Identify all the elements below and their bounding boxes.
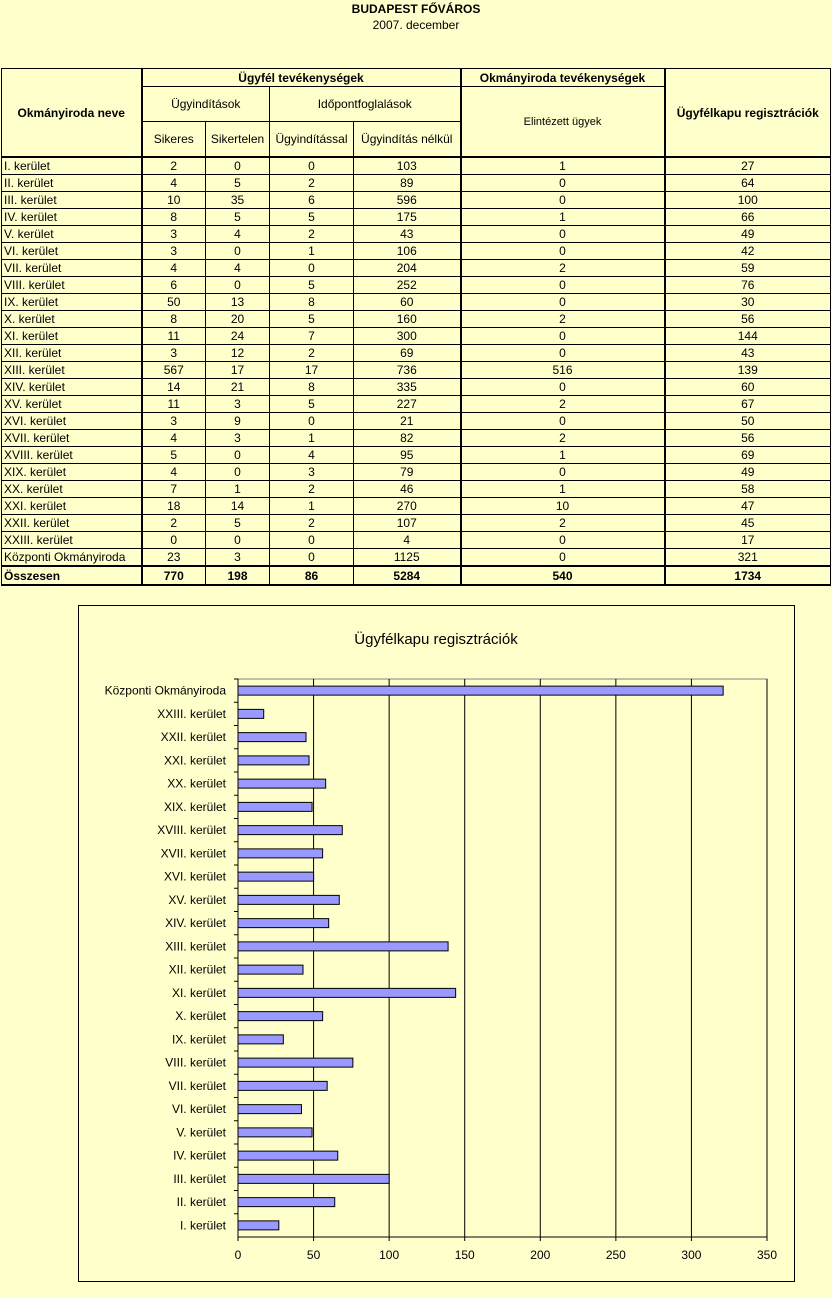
bar [238, 1151, 338, 1160]
value-cell-r: 321 [665, 549, 831, 567]
value-cell-wo: 21 [354, 413, 461, 430]
value-cell-f: 198 [206, 566, 270, 585]
value-cell-f: 3 [206, 396, 270, 413]
value-cell-f: 3 [206, 430, 270, 447]
table-row [2, 345, 831, 362]
value-cell-s: 6 [142, 277, 206, 294]
x-tick-label: 350 [756, 1248, 778, 1262]
value-cell-w: 7 [270, 328, 354, 345]
value-cell-s: 4 [142, 430, 206, 447]
value-cell-wo: 103 [354, 157, 461, 175]
y-category-label: IX. kerület [171, 1032, 226, 1047]
value-cell-e: 1 [461, 209, 665, 226]
value-cell-wo: 1125 [354, 549, 461, 567]
y-category-label: XXIII. kerület [157, 706, 226, 721]
value-cell-e: 0 [461, 345, 665, 362]
value-cell-wo: 596 [354, 192, 461, 209]
y-category-label: XVI. kerület [163, 869, 226, 884]
y-category-label: XII. kerület [168, 962, 226, 977]
table-row [2, 294, 831, 311]
office-name-cell: XII. kerület [2, 345, 142, 362]
x-tick-label: 100 [379, 1248, 400, 1262]
office-name-cell: Központi Okmányiroda [2, 549, 142, 567]
value-cell-s: 567 [142, 362, 206, 379]
value-cell-w: 5 [270, 311, 354, 328]
value-cell-e: 2 [461, 396, 665, 413]
value-cell-r: 17 [665, 532, 831, 549]
office-name-cell: XX. kerület [2, 481, 142, 498]
value-cell-wo: 79 [354, 464, 461, 481]
value-cell-w: 1 [270, 430, 354, 447]
bar [238, 1128, 312, 1137]
bar [238, 1058, 353, 1067]
value-cell-s: 23 [142, 549, 206, 567]
header-office-activities: Okmányiroda tevékenységek [461, 69, 665, 87]
value-cell-w: 2 [270, 515, 354, 532]
table-row [2, 243, 831, 260]
bar [238, 826, 342, 835]
office-name-cell: XV. kerület [2, 396, 142, 413]
y-category-label: XXII. kerület [160, 730, 226, 745]
y-category-label: VI. kerület [171, 1102, 226, 1117]
y-category-label: III. kerület [173, 1171, 226, 1186]
value-cell-w: 0 [270, 549, 354, 567]
value-cell-e: 2 [461, 430, 665, 447]
value-cell-r: 42 [665, 243, 831, 260]
office-name-cell: XVIII. kerület [2, 447, 142, 464]
header-initiations: Ügyindítások [142, 87, 270, 122]
value-cell-f: 5 [206, 515, 270, 532]
office-name-cell: VII. kerület [2, 260, 142, 277]
value-cell-wo: 175 [354, 209, 461, 226]
value-cell-f: 0 [206, 464, 270, 481]
header-client-activities: Ügyfél tevékenységek [142, 69, 461, 87]
office-name-cell: XXIII. kerület [2, 532, 142, 549]
value-cell-e: 0 [461, 175, 665, 192]
bar [238, 1221, 279, 1230]
value-cell-s: 18 [142, 498, 206, 515]
table-row [2, 515, 831, 532]
value-cell-w: 5 [270, 209, 354, 226]
value-cell-w: 4 [270, 447, 354, 464]
value-cell-r: 43 [665, 345, 831, 362]
value-cell-wo: 300 [354, 328, 461, 345]
value-cell-f: 4 [206, 226, 270, 243]
office-name-cell: IV. kerület [2, 209, 142, 226]
office-name-cell: XXI. kerület [2, 498, 142, 515]
office-name-cell: X. kerület [2, 311, 142, 328]
value-cell-f: 17 [206, 362, 270, 379]
table-row [2, 549, 831, 567]
x-tick-label: 200 [530, 1248, 551, 1262]
value-cell-w: 0 [270, 532, 354, 549]
x-tick-label: 300 [681, 1248, 702, 1262]
y-category-label: XIII. kerület [165, 939, 226, 954]
value-cell-e: 1 [461, 157, 665, 175]
table-row [2, 157, 831, 175]
bar [238, 1081, 327, 1090]
bar [238, 1174, 389, 1183]
value-cell-r: 27 [665, 157, 831, 175]
office-name-cell: II. kerület [2, 175, 142, 192]
value-cell-s: 3 [142, 226, 206, 243]
y-category-label: XX. kerület [167, 776, 226, 791]
value-cell-w: 8 [270, 294, 354, 311]
bar [238, 756, 309, 765]
value-cell-wo: 5284 [354, 566, 461, 585]
value-cell-f: 14 [206, 498, 270, 515]
value-cell-w: 6 [270, 192, 354, 209]
value-cell-s: 4 [142, 175, 206, 192]
value-cell-f: 0 [206, 243, 270, 260]
value-cell-e: 0 [461, 328, 665, 345]
x-tick-label: 150 [454, 1248, 475, 1262]
value-cell-r: 69 [665, 447, 831, 464]
bar [238, 1198, 335, 1207]
value-cell-e: 516 [461, 362, 665, 379]
value-cell-wo: 227 [354, 396, 461, 413]
x-tick-label: 50 [306, 1248, 321, 1262]
y-category-label: Központi Okmányiroda [104, 683, 226, 698]
office-name-cell: XIII. kerület [2, 362, 142, 379]
value-cell-wo: 204 [354, 260, 461, 277]
value-cell-wo: 60 [354, 294, 461, 311]
value-cell-f: 12 [206, 345, 270, 362]
value-cell-e: 0 [461, 464, 665, 481]
value-cell-r: 47 [665, 498, 831, 515]
table-row [2, 481, 831, 498]
value-cell-r: 49 [665, 464, 831, 481]
value-cell-w: 8 [270, 379, 354, 396]
table-row [2, 396, 831, 413]
y-category-label: II. kerület [176, 1195, 226, 1210]
value-cell-w: 2 [270, 226, 354, 243]
y-category-label: V. kerület [176, 1125, 226, 1140]
value-cell-s: 8 [142, 311, 206, 328]
y-category-label: XV. kerület [168, 892, 226, 907]
table-row [2, 226, 831, 243]
value-cell-f: 24 [206, 328, 270, 345]
value-cell-w: 5 [270, 396, 354, 413]
header-gate-registrations: Ügyfélkapu regisztrációk [665, 69, 831, 158]
value-cell-s: 2 [142, 157, 206, 175]
office-name-cell: XI. kerület [2, 328, 142, 345]
table-row [2, 175, 831, 192]
y-category-label: VII. kerület [168, 1078, 226, 1093]
bar [238, 779, 326, 788]
value-cell-s: 0 [142, 532, 206, 549]
value-cell-wo: 43 [354, 226, 461, 243]
bar [238, 942, 448, 951]
header-success: Sikeres [142, 122, 206, 158]
value-cell-e: 2 [461, 260, 665, 277]
header-handled-cases: Elintézett ügyek [461, 87, 665, 158]
value-cell-w: 3 [270, 464, 354, 481]
value-cell-s: 8 [142, 209, 206, 226]
header-bookings: Időpontfoglalások [270, 87, 461, 122]
value-cell-f: 4 [206, 260, 270, 277]
chart-title: Ügyfélkapu regisztrációk [354, 631, 518, 648]
bar [238, 895, 339, 904]
value-cell-s: 50 [142, 294, 206, 311]
value-cell-s: 3 [142, 243, 206, 260]
value-cell-r: 76 [665, 277, 831, 294]
table-row [2, 447, 831, 464]
value-cell-w: 1 [270, 498, 354, 515]
value-cell-f: 5 [206, 175, 270, 192]
office-name-cell: VI. kerület [2, 243, 142, 260]
bar [238, 686, 723, 695]
value-cell-wo: 252 [354, 277, 461, 294]
office-name-cell: IX. kerület [2, 294, 142, 311]
value-cell-s: 4 [142, 260, 206, 277]
value-cell-f: 9 [206, 413, 270, 430]
table-row [2, 464, 831, 481]
value-cell-r: 59 [665, 260, 831, 277]
office-name-cell: XXII. kerület [2, 515, 142, 532]
value-cell-e: 0 [461, 243, 665, 260]
value-cell-r: 64 [665, 175, 831, 192]
value-cell-s: 3 [142, 413, 206, 430]
table-row [2, 362, 831, 379]
value-cell-wo: 106 [354, 243, 461, 260]
value-cell-s: 5 [142, 447, 206, 464]
value-cell-f: 5 [206, 209, 270, 226]
office-name-cell: XIV. kerület [2, 379, 142, 396]
value-cell-r: 67 [665, 396, 831, 413]
office-name-cell: XVII. kerület [2, 430, 142, 447]
office-name-cell: I. kerület [2, 157, 142, 175]
x-tick-label: 0 [234, 1248, 242, 1262]
bar [238, 709, 264, 718]
value-cell-f: 20 [206, 311, 270, 328]
value-cell-w: 0 [270, 157, 354, 175]
statistics-table [1, 68, 831, 586]
chart-area [78, 605, 795, 1282]
y-category-label: VIII. kerület [165, 1055, 226, 1070]
value-cell-wo: 4 [354, 532, 461, 549]
value-cell-f: 3 [206, 549, 270, 567]
value-cell-wo: 89 [354, 175, 461, 192]
value-cell-f: 13 [206, 294, 270, 311]
y-category-label: XIX. kerület [163, 799, 226, 814]
value-cell-f: 0 [206, 532, 270, 549]
value-cell-wo: 270 [354, 498, 461, 515]
y-category-label: XVII. kerület [160, 846, 226, 861]
value-cell-f: 0 [206, 447, 270, 464]
value-cell-w: 1 [270, 243, 354, 260]
y-category-label: X. kerület [175, 1009, 226, 1024]
value-cell-wo: 95 [354, 447, 461, 464]
value-cell-f: 0 [206, 277, 270, 294]
office-name-cell: VIII. kerület [2, 277, 142, 294]
table-row [2, 328, 831, 345]
value-cell-s: 10 [142, 192, 206, 209]
y-category-label: XXI. kerület [163, 753, 226, 768]
table-row [2, 260, 831, 277]
table-row [2, 413, 831, 430]
value-cell-w: 5 [270, 277, 354, 294]
value-cell-s: 770 [142, 566, 206, 585]
value-cell-s: 3 [142, 345, 206, 362]
value-cell-f: 0 [206, 157, 270, 175]
value-cell-w: 2 [270, 345, 354, 362]
page-title: BUDAPEST FŐVÁROS [351, 2, 481, 16]
value-cell-s: 14 [142, 379, 206, 396]
y-category-label: XIV. kerület [165, 916, 226, 931]
value-cell-e: 0 [461, 413, 665, 430]
value-cell-r: 50 [665, 413, 831, 430]
value-cell-f: 35 [206, 192, 270, 209]
header-office-name: Okmányiroda neve [2, 69, 142, 158]
value-cell-r: 56 [665, 311, 831, 328]
bar [238, 1035, 283, 1044]
header-fail: Sikertelen [206, 122, 270, 158]
total-row [2, 566, 831, 585]
table-row [2, 430, 831, 447]
y-category-label: XVIII. kerület [157, 823, 226, 838]
value-cell-w: 86 [270, 566, 354, 585]
value-cell-r: 30 [665, 294, 831, 311]
value-cell-e: 2 [461, 515, 665, 532]
value-cell-e: 1 [461, 481, 665, 498]
value-cell-r: 66 [665, 209, 831, 226]
value-cell-r: 56 [665, 430, 831, 447]
bar [238, 1105, 301, 1114]
value-cell-s: 7 [142, 481, 206, 498]
value-cell-r: 60 [665, 379, 831, 396]
y-category-label: I. kerület [179, 1218, 226, 1233]
header-without-initiation: Ügyindítás nélkül [354, 122, 461, 158]
value-cell-wo: 335 [354, 379, 461, 396]
table-row [2, 277, 831, 294]
table-row [2, 311, 831, 328]
bar [238, 872, 314, 881]
value-cell-r: 45 [665, 515, 831, 532]
value-cell-s: 4 [142, 464, 206, 481]
office-name-cell: XIX. kerület [2, 464, 142, 481]
value-cell-r: 144 [665, 328, 831, 345]
value-cell-wo: 46 [354, 481, 461, 498]
value-cell-e: 0 [461, 294, 665, 311]
value-cell-e: 2 [461, 311, 665, 328]
value-cell-w: 0 [270, 413, 354, 430]
office-name-cell: III. kerület [2, 192, 142, 209]
bar [238, 965, 303, 974]
value-cell-w: 0 [270, 260, 354, 277]
bar [238, 919, 329, 928]
office-name-cell: Összesen [2, 566, 142, 585]
office-name-cell: XVI. kerület [2, 413, 142, 430]
value-cell-wo: 82 [354, 430, 461, 447]
value-cell-w: 2 [270, 175, 354, 192]
table-row [2, 209, 831, 226]
value-cell-s: 11 [142, 396, 206, 413]
y-category-label: XI. kerület [171, 985, 226, 1000]
value-cell-r: 58 [665, 481, 831, 498]
value-cell-s: 2 [142, 515, 206, 532]
value-cell-s: 11 [142, 328, 206, 345]
table-row [2, 498, 831, 515]
value-cell-e: 0 [461, 192, 665, 209]
value-cell-e: 1 [461, 447, 665, 464]
value-cell-e: 540 [461, 566, 665, 585]
value-cell-f: 1 [206, 481, 270, 498]
bar [238, 988, 456, 997]
table-row [2, 379, 831, 396]
value-cell-e: 0 [461, 379, 665, 396]
table-row [2, 192, 831, 209]
value-cell-e: 0 [461, 226, 665, 243]
bar [238, 802, 312, 811]
header-with-initiation: Ügyindítással [270, 122, 354, 158]
value-cell-e: 0 [461, 277, 665, 294]
bar [238, 849, 323, 858]
value-cell-f: 21 [206, 379, 270, 396]
page-subtitle: 2007. december [372, 18, 460, 32]
value-cell-w: 17 [270, 362, 354, 379]
bar [238, 733, 306, 742]
value-cell-r: 100 [665, 192, 831, 209]
value-cell-wo: 69 [354, 345, 461, 362]
office-name-cell: V. kerület [2, 226, 142, 243]
value-cell-r: 1734 [665, 566, 831, 585]
value-cell-e: 0 [461, 549, 665, 567]
bar [238, 1012, 323, 1021]
x-tick-label: 250 [605, 1248, 626, 1262]
value-cell-e: 0 [461, 532, 665, 549]
value-cell-r: 139 [665, 362, 831, 379]
value-cell-e: 10 [461, 498, 665, 515]
value-cell-w: 2 [270, 481, 354, 498]
table-row [2, 532, 831, 549]
bar-chart [79, 606, 794, 1281]
value-cell-wo: 160 [354, 311, 461, 328]
y-category-label: IV. kerület [173, 1148, 226, 1163]
value-cell-r: 49 [665, 226, 831, 243]
value-cell-wo: 736 [354, 362, 461, 379]
value-cell-wo: 107 [354, 515, 461, 532]
